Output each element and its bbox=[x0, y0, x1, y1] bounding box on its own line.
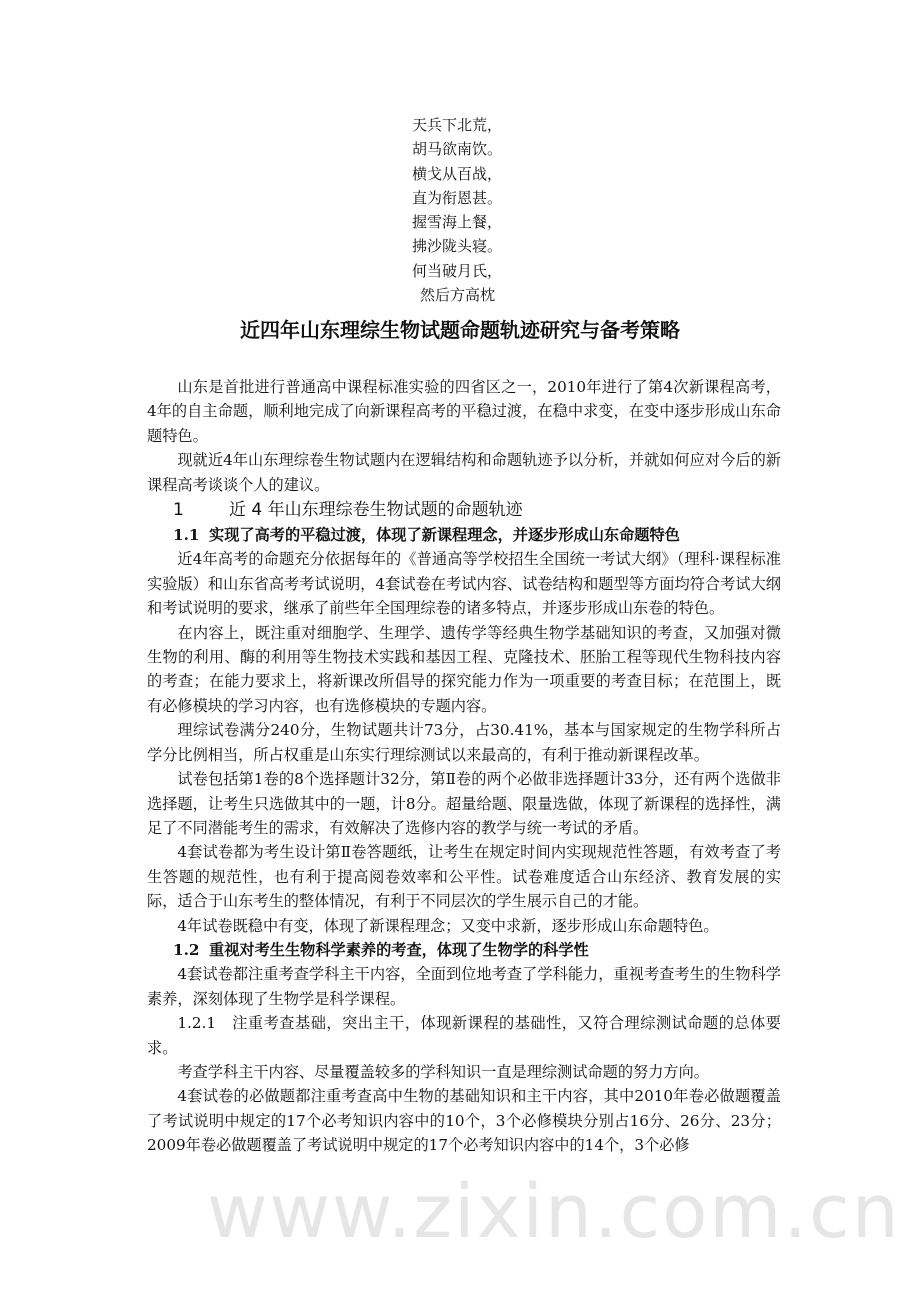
paragraph: 4套试卷都注重考查学科主干内容，全面到位地考查了学科能力，重视考查考生的生物科学素养，深刻体现了生物学是科学课程。 bbox=[147, 965, 781, 1008]
subsection-heading bbox=[147, 938, 781, 962]
watermark: www.zixin.com.cn bbox=[207, 1168, 901, 1255]
paragraph: 现就近4年山东理综卷生物试题内在逻辑结构和命题轨迹予以分析，并就如何应对今后的新课程高考谈谈个人的建议。 bbox=[147, 451, 781, 494]
poem-line: 拂沙陇头寝。 bbox=[412, 237, 503, 256]
subsection-heading bbox=[147, 523, 781, 547]
paragraph: 4年试卷既稳中有变，体现了新课程理念；又变中求新，逐步形成山东命题特色。 bbox=[177, 916, 719, 935]
subsection-title: 重视对考生生物科学素养的考查，体现了生物学的科学性 bbox=[209, 940, 589, 959]
poem-line: 横戈从百战， bbox=[412, 164, 503, 183]
poem-line: 然后方高枕 bbox=[420, 286, 496, 305]
paragraph: 近4年高考的命题充分依据每年的《普通高等学校招生全国统一考试大纲》（理科·课程标准实验版）和山东省高考考试说明，4套试卷在考试内容、试卷结构和题型等方面均符合考试大纲和考试说明的要求，继承了前些年全国理综卷的诸多特点，并逐步形成山东卷的特色。 bbox=[147, 550, 781, 618]
subsection-number: 1.2 bbox=[173, 940, 200, 959]
paragraph: 山东是首批进行普通高中课程标准实验的四省区之一，2010年进行了第4次新课程高考，4年的自主命题，顺利地完成了向新课程高考的平稳过渡，在稳中求变，在变中逐步形成山东命题特色。 bbox=[147, 378, 781, 445]
paragraph: 1.2.1 注重考查基础，突出主干，体现新课程的基础性，又符合理综测试命题的总体要求。 bbox=[147, 1014, 781, 1057]
paragraph: 在内容上，既注重对细胞学、生理学、遗传学等经典生物学基础知识的考查，又加强对微生物的利用、酶的利用等生物技术实践和基因工程、克隆技术、胚胎工程等现代生物科技内容的考查；在能力要求上，将新课改所倡导的探究能力作为一项重要的考查目标；在范围上，既有必修模块的学习内容，也有选修模块的专题内容。 bbox=[147, 623, 781, 715]
subsection-title: 实现了高考的平稳过渡，体现了新课程理念，并逐步形成山东命题特色 bbox=[209, 526, 680, 545]
section-number: 1 bbox=[173, 500, 184, 521]
document-body bbox=[147, 375, 901, 1255]
document-title: 近四年山东理综生物试题命题轨迹研究与备考策略 bbox=[240, 318, 680, 342]
poem-line: 胡马欲南饮。 bbox=[412, 140, 503, 159]
poem-line: 何当破月氏， bbox=[412, 261, 503, 280]
paragraph: 理综试卷满分240分，生物试题共计73分，占30.41%，基本与国家规定的生物学科所占学分比例相当，所占权重是山东实行理综测试以来最高的，有利于推动新课程改革。 bbox=[147, 721, 781, 764]
poem-line: 天兵下北荒， bbox=[412, 116, 503, 134]
subsection-number: 1.1 bbox=[173, 526, 200, 545]
poem-line: 直为衔恩甚。 bbox=[412, 188, 503, 207]
paragraph: 试卷包括第1卷的8个选择题计32分，第Ⅱ卷的两个必做非选择题计33分，还有两个选做非选择题，让考生只选做其中的一题，计8分。超量给题、限量选做，体现了新课程的选择性，满足了不同潜能考生的需求，有效解决了选修内容的教学与统一考试的矛盾。 bbox=[147, 770, 781, 837]
paragraph: 4套试卷的必做题都注重考查高中生物的基础知识和主干内容，其中2010年卷必做题覆盖了考试说明中规定的17个必考知识内容中的10个，3个必修模块分别占16分、26分、23分；2009年卷必做题覆盖了考试说明中规定的17个必考知识内容中的14个，3个必修 bbox=[147, 1087, 781, 1155]
poem bbox=[412, 113, 502, 307]
poem-line: 握雪海上餐， bbox=[412, 213, 503, 232]
section-heading bbox=[147, 497, 781, 523]
paragraph: 考查学科主干内容、尽量覆盖较多的学科知识一直是理综测试命题的努力方向。 bbox=[177, 1062, 709, 1081]
paragraph: 4套试卷都为考生设计第Ⅱ卷答题纸，让考生在规定时间内实现规范性答题，有效考查了考生答题的规范性，也有利于提高阅卷效率和公平性。试卷难度适合山东经济、教育发展的实际，适合于山东考生的整体情况，有利于不同层次的学生展示自己的才能。 bbox=[147, 843, 781, 911]
section-title: 近 4 年山东理综卷生物试题的命题轨迹 bbox=[229, 500, 523, 521]
